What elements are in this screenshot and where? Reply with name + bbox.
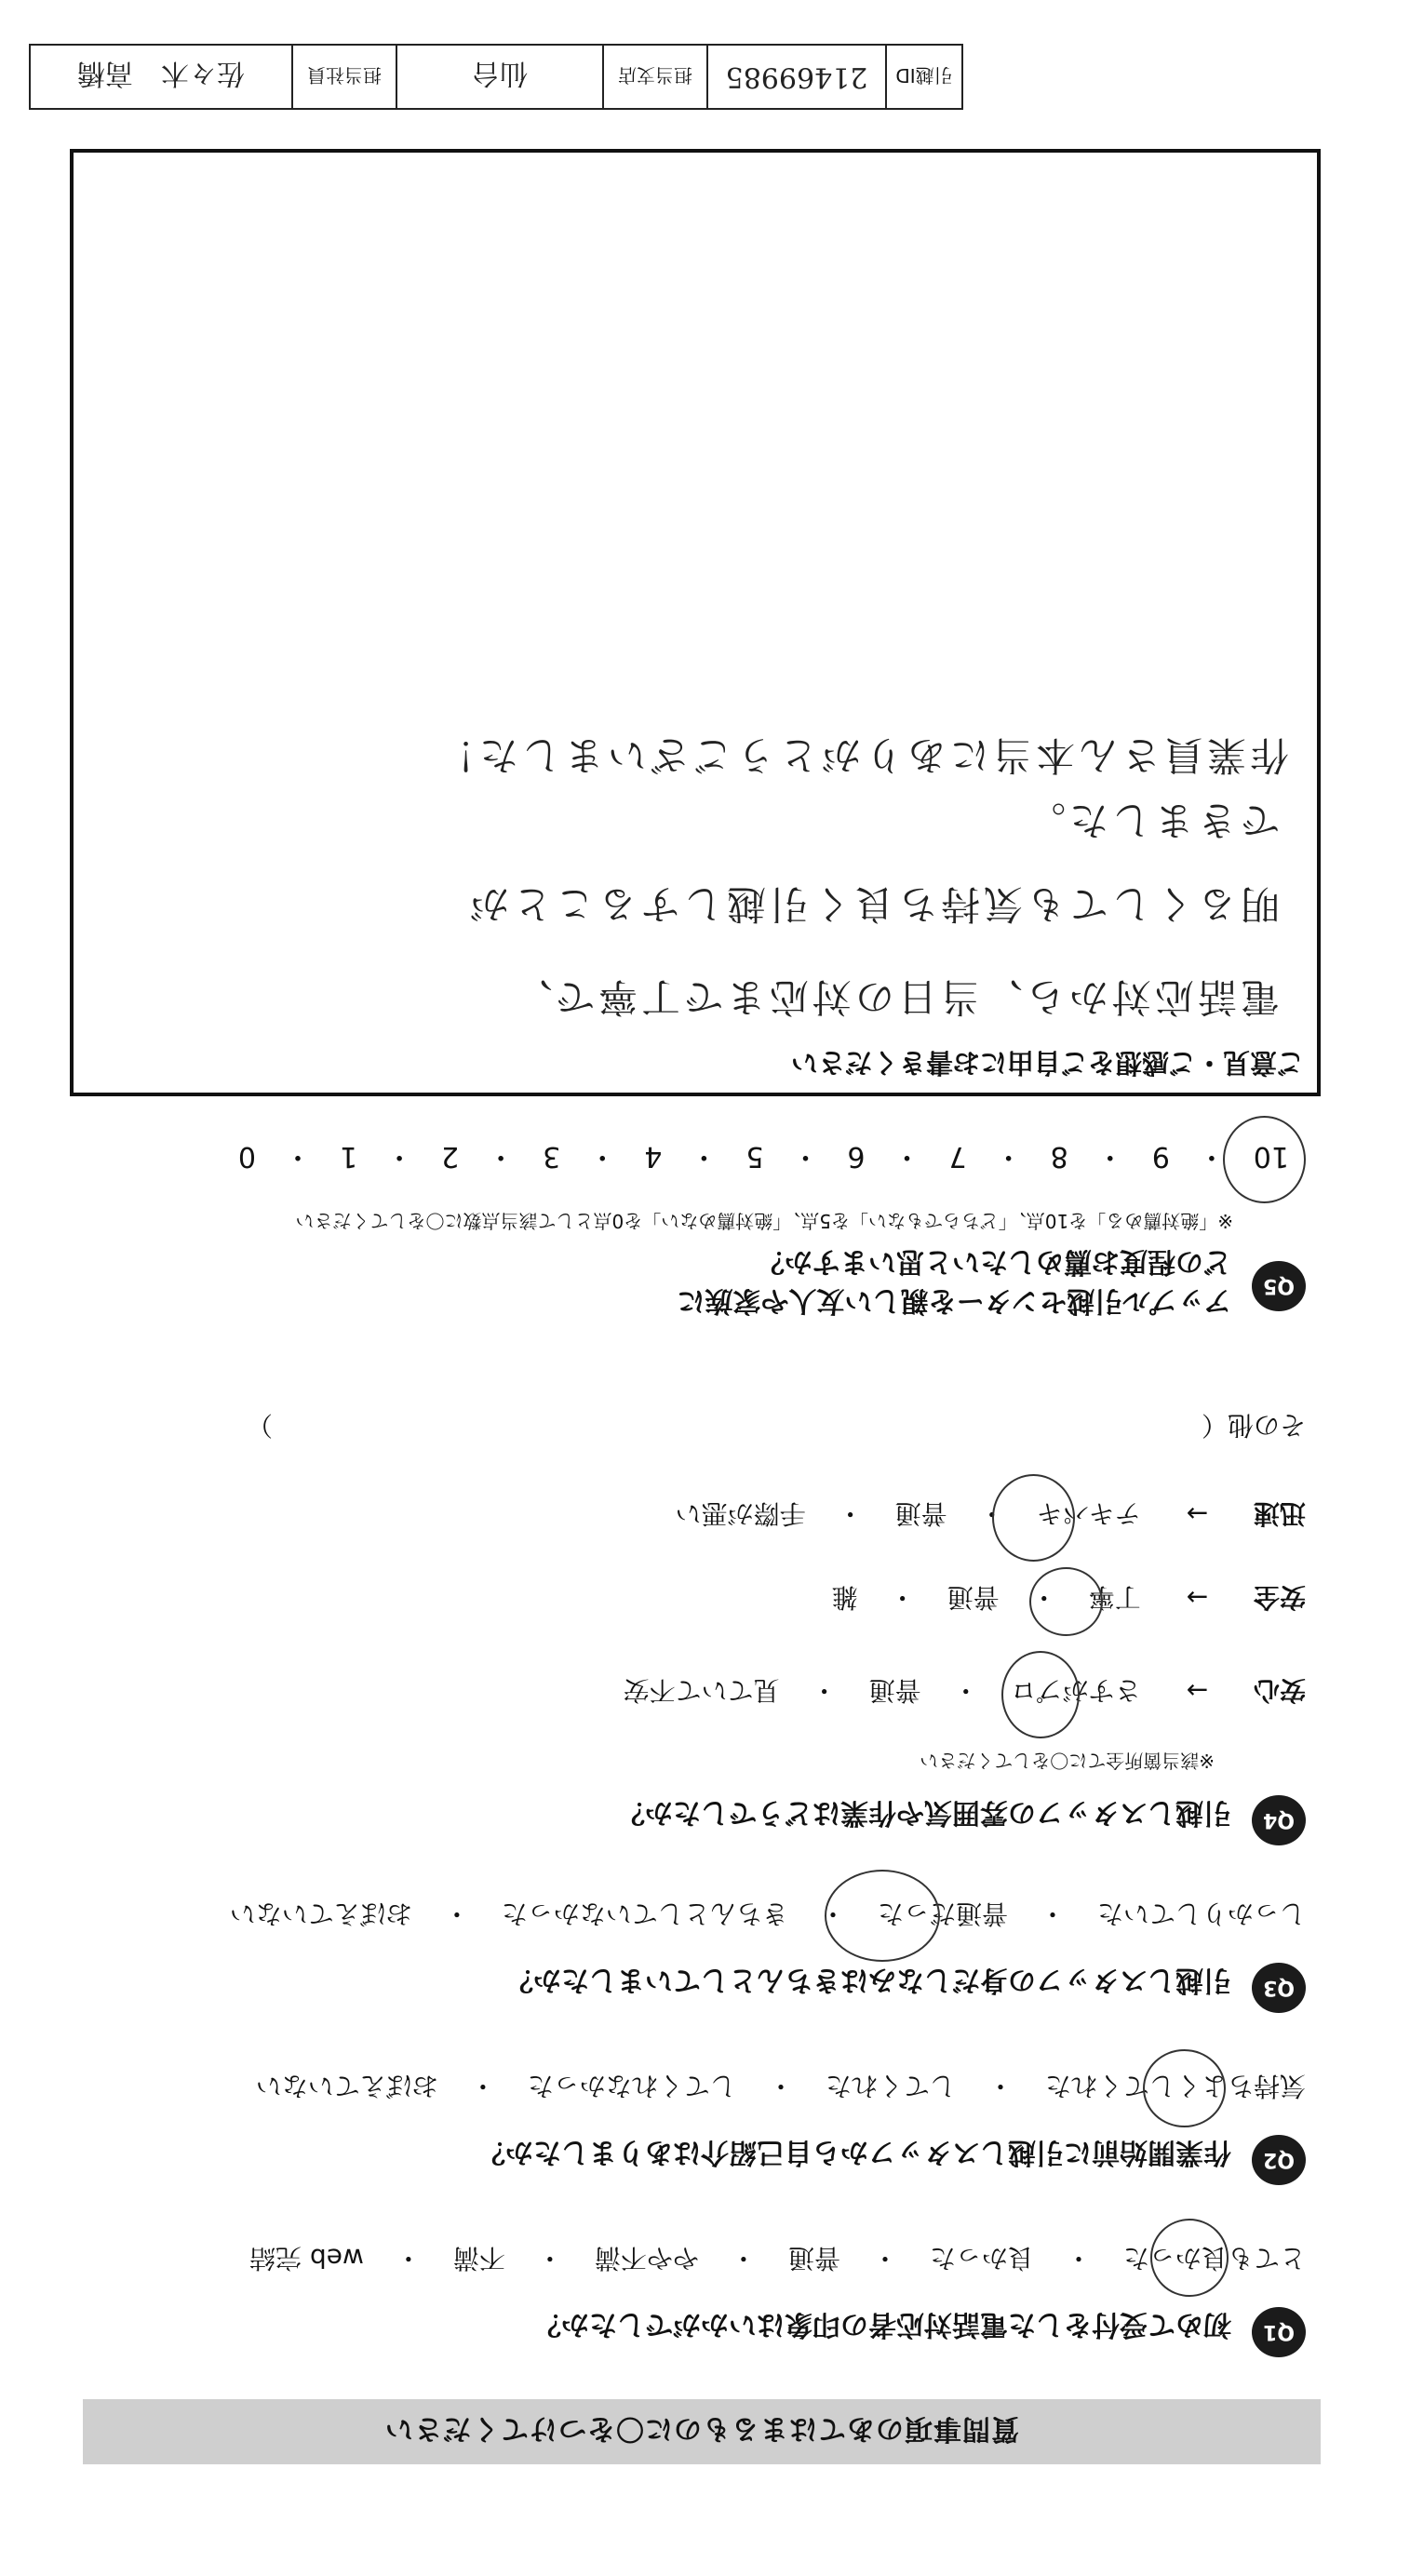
q4-row-anshin: 安心 → さすがプロ・普通・見ていて不安: [623, 1675, 1306, 1706]
comment-line: 電話応対から、当日の対応まで丁寧で、: [509, 974, 1280, 1020]
q4-option[interactable]: テキパキ: [1036, 1498, 1141, 1529]
q4-badge: Q4: [1252, 1795, 1306, 1845]
move-id-label: 引越ID: [885, 46, 961, 108]
q2-option[interactable]: 気持ちよくしてくれた: [1044, 2071, 1306, 2101]
score-3[interactable]: 3: [543, 1140, 561, 1173]
q2-options: 気持ちよくしてくれた・してくれた・してくれなかった・おぼえていない: [255, 2071, 1306, 2101]
q5-badge: Q5: [1252, 1261, 1306, 1311]
q4-note: ※該当箇所全てに〇をしてください: [920, 1750, 1215, 1772]
score-8[interactable]: 8: [1050, 1140, 1068, 1173]
header-table: [29, 44, 963, 110]
q2-badge: Q2: [1252, 2135, 1306, 2185]
q2-text: 作業開始前に引越しスタッフから自己紹介はありましたか？: [477, 2136, 1231, 2168]
score-10[interactable]: 10: [1253, 1140, 1289, 1173]
q4-option[interactable]: 手際が悪い: [675, 1498, 806, 1529]
q3-answer-circle: [825, 1870, 940, 1962]
q4-row-jinsoku: 迅速 → テキパキ・普通・手際が悪い: [675, 1498, 1306, 1529]
q4-other-close: ）: [246, 1410, 273, 1441]
q1-text: 初めて受付をした電話対応者の印象はいかがでしたか？: [533, 2308, 1231, 2341]
q3-option[interactable]: 普通だった: [877, 1898, 1008, 1929]
comment-line: できました。: [1022, 798, 1280, 843]
q4-text: 引越しスタッフの雰囲気や作業はどうでしたか？: [617, 1796, 1231, 1829]
arrow-icon: →: [1186, 1498, 1209, 1529]
q5-text: アップル引越センターを親しい友人や家族に: [677, 1284, 1231, 1317]
instruction-banner: 質問事項のあてはまるものに〇をつけてください: [83, 2399, 1321, 2464]
score-2[interactable]: 2: [441, 1140, 460, 1173]
staff-label: 担当社員: [291, 46, 396, 108]
branch-value: 仙台: [396, 46, 602, 108]
q1-options: とても良かった・良かった・普通・やや不満・不満・web 完結: [249, 2243, 1306, 2274]
q4-anshin-circle: [1001, 1651, 1080, 1738]
q4-row-label: 安全: [1253, 1582, 1306, 1613]
q4-row-anzen: 安全 → 丁寧・普通・雑: [831, 1582, 1306, 1613]
score-0[interactable]: 0: [237, 1140, 256, 1173]
score-7[interactable]: 7: [948, 1140, 967, 1173]
q3-text: 引越しスタッフの身だしなみはきちんとしていましたか？: [505, 1964, 1231, 1996]
score-9[interactable]: 9: [1151, 1140, 1170, 1173]
q4-option[interactable]: 見ていて不安: [623, 1675, 780, 1706]
q2-option[interactable]: おぼえていない: [255, 2071, 438, 2101]
q1-badge: Q1: [1252, 2307, 1306, 2357]
staff-name-1: 佐々木: [161, 57, 245, 90]
q3-option[interactable]: きちんとしていなかった: [501, 1898, 788, 1929]
q4-anzen-circle: [1029, 1567, 1103, 1636]
q4-jinsoku-circle: [992, 1474, 1075, 1562]
q2-option[interactable]: してくれなかった: [527, 2071, 736, 2101]
staff-value: [31, 46, 291, 108]
q5-scale: 10・9・8・7・6・5・4・3・2・1・0: [237, 1140, 1289, 1173]
comments-title: ご意見・ご感想をご自由にお書きください: [790, 1047, 1304, 1079]
score-4[interactable]: 4: [644, 1140, 663, 1173]
q5-answer-circle: [1223, 1116, 1306, 1203]
q5-note: ※「絶対薦める」を10点、「どちらでもない」を5点、「絶対薦めない」を0点として該当点数に〇をしてください: [295, 1210, 1233, 1232]
move-id-value: 21469985: [706, 46, 885, 108]
arrow-icon: →: [1186, 1582, 1209, 1613]
q1-option[interactable]: 不満: [452, 2243, 505, 2274]
q3-badge: Q3: [1252, 1963, 1306, 2013]
branch-label: 担当支店: [602, 46, 706, 108]
score-6[interactable]: 6: [847, 1140, 866, 1173]
q4-option[interactable]: 雑: [831, 1582, 858, 1613]
q1-option[interactable]: とても良かった: [1122, 2243, 1306, 2274]
score-5[interactable]: 5: [745, 1140, 764, 1173]
q1-option[interactable]: web 完結: [249, 2243, 364, 2274]
q1-option[interactable]: 普通: [787, 2243, 840, 2274]
q4-other: [246, 1408, 1306, 1445]
q1-answer-circle: [1150, 2219, 1229, 2297]
q2-answer-circle: [1143, 2049, 1226, 2127]
q3-option[interactable]: おぼえていない: [229, 1898, 412, 1929]
comment-line: 作業員さん本当にありがとうございました！: [432, 732, 1289, 778]
q1-option[interactable]: 良かった: [929, 2243, 1034, 2274]
q4-option[interactable]: 丁寧: [1088, 1582, 1141, 1613]
q4-option[interactable]: 普通: [894, 1498, 947, 1529]
q4-other-label: その他（: [1201, 1410, 1306, 1441]
q2-option[interactable]: してくれた: [825, 2071, 956, 2101]
q5-text-2: どの程度お薦めしたいと思いますか？: [757, 1245, 1231, 1278]
q4-option[interactable]: さすがプロ: [1010, 1675, 1141, 1706]
comment-line: 明るくしても気持ち良く引越しすることが: [465, 881, 1280, 927]
q1-option[interactable]: やや不満: [594, 2243, 699, 2274]
staff-name-2: 高橋: [77, 57, 133, 90]
q4-option[interactable]: 普通: [947, 1582, 1000, 1613]
q3-options: しっかりしていた・普通だった・きちんとしていなかった・おぼえていない: [229, 1898, 1306, 1929]
comments-box: [70, 149, 1321, 1096]
q4-row-label: 安心: [1253, 1675, 1306, 1706]
arrow-icon: →: [1186, 1675, 1209, 1706]
q3-option[interactable]: しっかりしていた: [1096, 1898, 1306, 1929]
score-1[interactable]: 1: [339, 1140, 358, 1173]
q4-row-label: 迅速: [1253, 1498, 1306, 1529]
q4-option[interactable]: 普通: [868, 1675, 921, 1706]
